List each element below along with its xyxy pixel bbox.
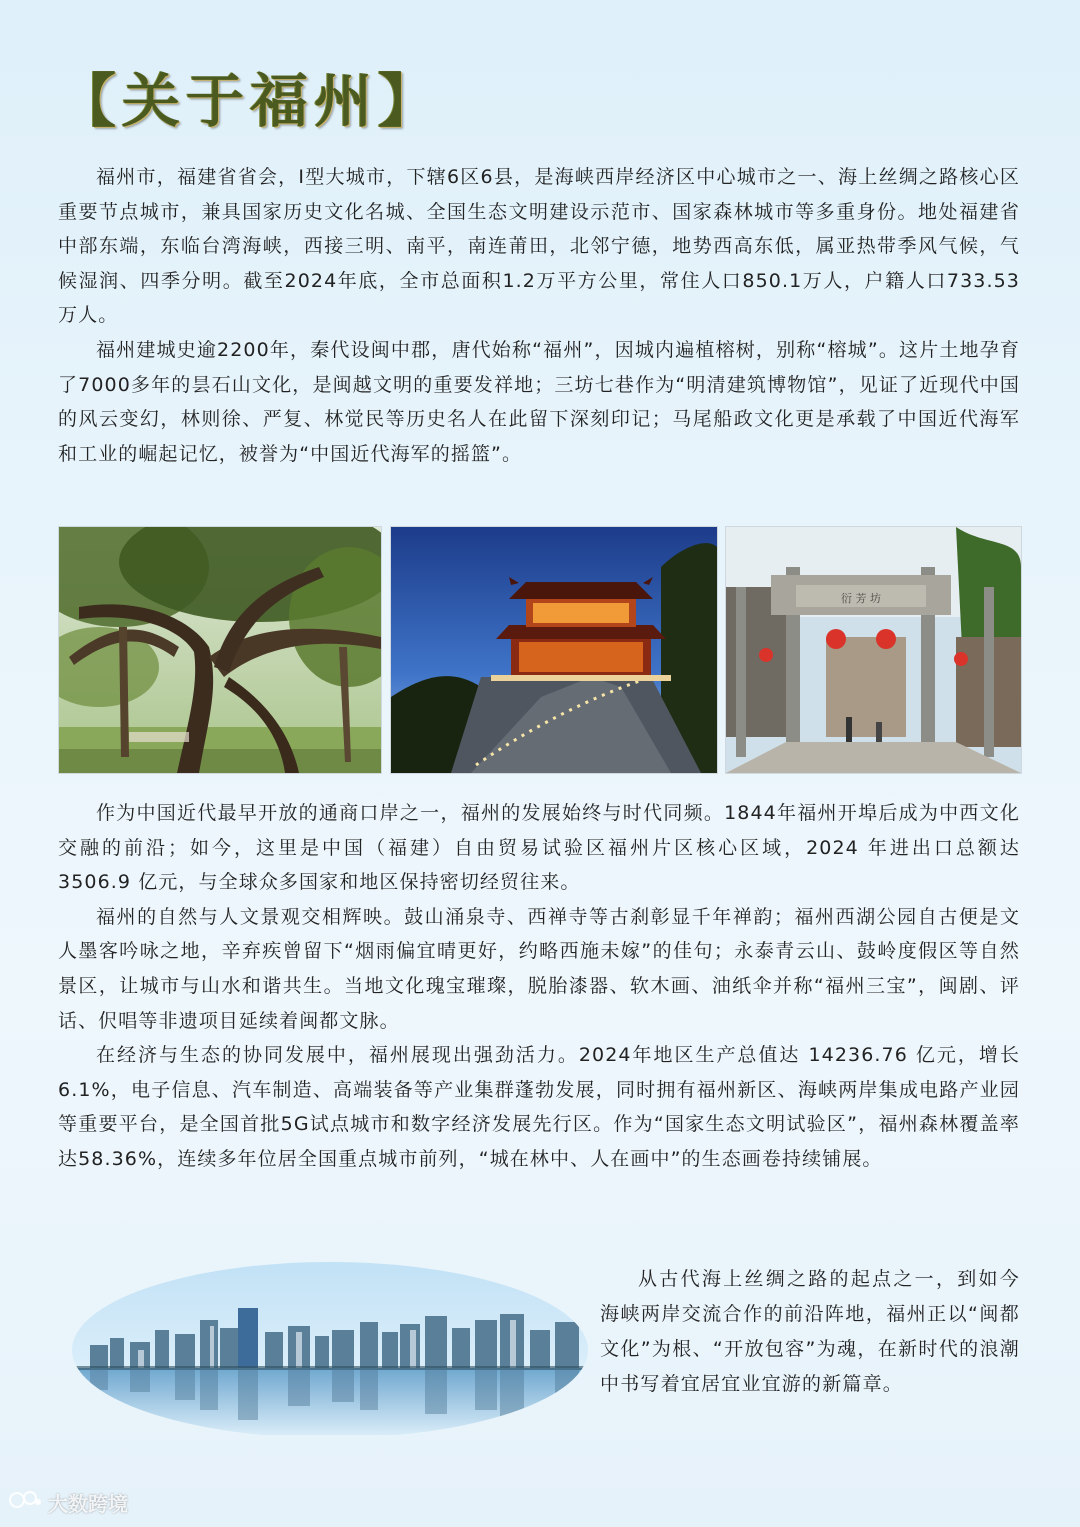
watermark-text: 大数跨境 bbox=[48, 1492, 128, 1516]
archway-sign: 衍 芳 坊 bbox=[841, 592, 881, 605]
photo-strip bbox=[58, 526, 1020, 776]
three-lanes-archway-photo bbox=[725, 526, 1022, 774]
closing-text bbox=[600, 1262, 1020, 1402]
banyan-tree-photo bbox=[58, 526, 382, 774]
body-text bbox=[58, 796, 1020, 1177]
intro-text bbox=[58, 160, 1020, 471]
paragraph-overview: 福州市，福建省省会，Ⅰ型大城市，下辖6区6县，是海峡西岸经济区中心城市之一、海上丝绸之路核心区重要节点城市，兼具国家历史文化名城、全国生态文明建设示范市、国家森林城市等多重身份。地处福建省中部东端，东临台湾海峡，西接三明、南平，南连莆田，北邻宁德，地势西高东低，属亚热带季风气候，气候湿润、四季分明。截至2024年底，全市总面积1.2万平方公里，常住人口850.1万人，户籍人口733.53万人。 bbox=[58, 166, 1020, 327]
watermark-logo-icon bbox=[8, 1489, 42, 1516]
page-title: 【关于福州】 bbox=[58, 67, 443, 135]
closing-paragraph: 从古代海上丝绸之路的起点之一，到如今海峡两岸交流合作的前沿阵地，福州正以“闽都文化”为根、“开放包容”为魂，在新时代的浪潮中书写着宜居宜业宜游的新篇章。 bbox=[600, 1268, 1020, 1395]
paragraph-culture: 福州的自然与人文景观交相辉映。鼓山涌泉寺、西禅寺等古刹彰显千年禅韵；福州西湖公园自古便是文人墨客吟咏之地，辛弃疾曾留下“烟雨偏宜晴更好，约略西施未嫁”的佳句；永泰青云山、鼓岭度假区等自然景区，让城市与山水和谐共生。当地文化瑰宝璀璨，脱胎漆器、软木画、油纸伞并称“福州三宝”，闽剧、评话、伬唱等非遗项目延续着闽都文脉。 bbox=[58, 905, 1020, 1032]
city-tower-night-photo bbox=[390, 526, 718, 774]
paragraph-history: 福州建城史逾2200年，秦代设闽中郡，唐代始称“福州”，因城内遍植榕树，别称“榕城”。这片土地孕育了7000多年的昙石山文化，是闽越文明的重要发祥地；三坊七巷作为“明清建筑博物馆”，见证了近现代中国的风云变幻，林则徐、严复、林觉民等历史名人在此留下深刻印记；马尾船政文化更是承载了中国近代海军和工业的崛起记忆，被誉为“中国近代海军的摇篮”。 bbox=[58, 338, 1020, 465]
paragraph-economy: 在经济与生态的协同发展中，福州展现出强劲活力。2024年地区生产总值达 14236.76 亿元，增长6.1%，电子信息、汽车制造、高端装备等产业集群蓬勃发展，同时拥有福州新区、海峡两岸集成电路产业园等重要平台，是全国首批5G试点城市和数字经济发展先行区。作为“国家生态文明试验区”，福州森林覆盖率达58.36%，连续多年位居全国重点城市前列，“城在林中、人在画中”的生态画卷持续铺展。 bbox=[58, 1044, 1020, 1170]
paragraph-trade: 作为中国近代最早开放的通商口岸之一，福州的发展始终与时代同频。1844年福州开埠后成为中西文化交融的前沿；如今，这里是中国（福建）自由贸易试验区福州片区核心区域，2024 年进出口总额达 3506.9 亿元，与全球众多国家和地区保持密切经贸往来。 bbox=[58, 802, 1020, 894]
watermark bbox=[8, 1488, 128, 1517]
city-skyline-image bbox=[70, 1250, 590, 1435]
